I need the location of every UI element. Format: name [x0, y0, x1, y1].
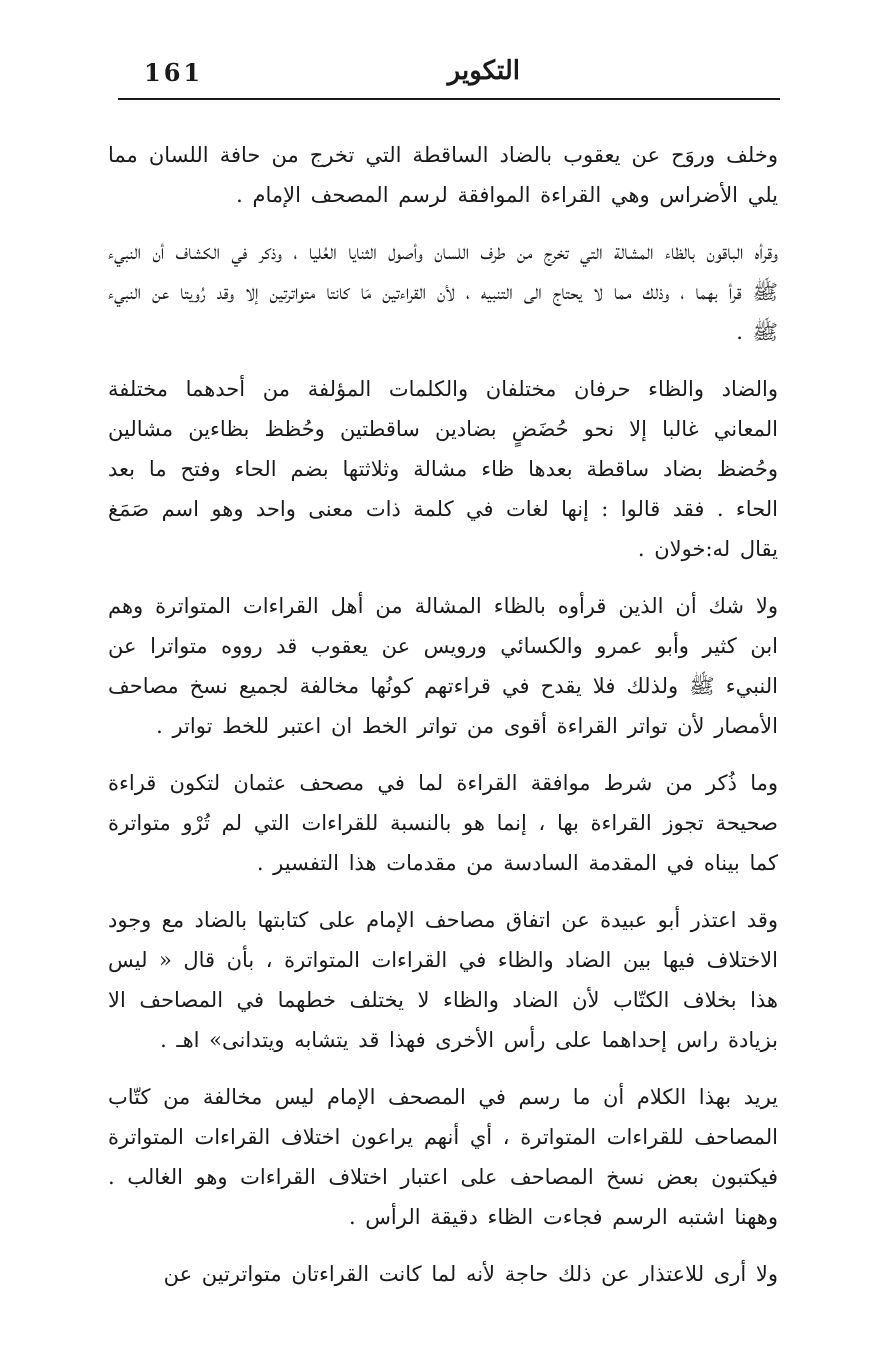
- paragraph-1: وخلف وروَح عن يعقوب بالضاد الساقطة التي تخرج من حافة اللسان مما يلي الأضراس وهي القراءة الموافقة لرسم المصحف الإمام .: [108, 143, 778, 207]
- running-title: التكوير: [447, 56, 520, 86]
- paragraph-5: وما ذُكر من شرط موافقة القراءة لما في مصحف عثمان لتكون قراءة صحيحة تجوز القراءة بها ، إنما هو بالنسبة للقراءات التي لم تُرْو متواترة كما بيناه في المقدمة السادسة من مقدمات هذا التفسير .: [108, 771, 778, 875]
- paragraph-4: ولا شك أن الذين قرأوه بالظاء المشالة من أهل القراءات المتواترة وهم ابن كثير وأبو عمرو والكسائي ورويس عن يعقوب قد رووه متواترا عن النبيء ﷺ ولذلك فلا يقدح في قراءتهم كونُها مخالفة لجميع نسخ مصاحف الأمصار لأن تواتر القراءة أقوى من تواتر الخط ان اعتبر للخط تواتر .: [108, 594, 778, 738]
- paragraph-8: ولا أرى للاعتذار عن ذلك حاجة لأنه لما كانت القراءتان متواترتين عن: [163, 1262, 778, 1286]
- paragraph-2: وقرأه الباقون بالظاء المشالة التي تخرج من طرف اللسان وأصول الثنايا العُليا ، وذكر في الكشاف أن النبيء ﷺ قرأ بهما ، وذلك مما لا يحتاج الى التنبيه ، لأن القراءتين مَا كانتا متواترتين إلا وقد رُويتا عن النبيء ﷺ .: [108, 240, 778, 344]
- page-header: [118, 52, 780, 98]
- paragraph-3: والضاد والظاء حرفان مختلفان والكلمات المؤلفة من أحدهما مختلفة المعاني غالبا إلا نحو حُضَضٍ بضادين ساقطتين وحُظظ بظاءين مشالين وحُضظ بضاد ساقطة بعدها ظاء مشالة وثلاثتها بضم الحاء وفتح ما بعد الحاء . فقد قالوا : إنها لغات في كلمة ذات معنى واحد وهو اسم صَمَغ يقال له:خولان .: [108, 377, 778, 561]
- paragraph-6: وقد اعتذر أبو عبيدة عن اتفاق مصاحف الإمام على كتابتها بالضاد مع وجود الاختلاف فيها بين الضاد والظاء في القراءات المتواترة ، بأن قال « ليس هذا بخلاف الكتّاب لأن الضاد والظاء لا يختلف خطهما في المصاحف الا بزيادة راس إحداهما على رأس الأخرى فهذا قد يتشابه ويتدانى» اهـ .: [108, 908, 778, 1052]
- paragraph-7: يريد بهذا الكلام أن ما رسم في المصحف الإمام ليس مخالفة من كتّاب المصاحف للقراءات المتواترة ، أي أنهم يراعون اختلاف القراءات المتواترة فيكتبون بعض نسخ المصاحف على اعتبار اختلاف القراءات وهو الغالب . وههنا اشتبه الرسم فجاءت الظاء دقيقة الرأس .: [108, 1085, 778, 1229]
- header-rule: [118, 98, 780, 100]
- page-number: 161: [144, 58, 204, 87]
- page-body: [108, 135, 778, 1311]
